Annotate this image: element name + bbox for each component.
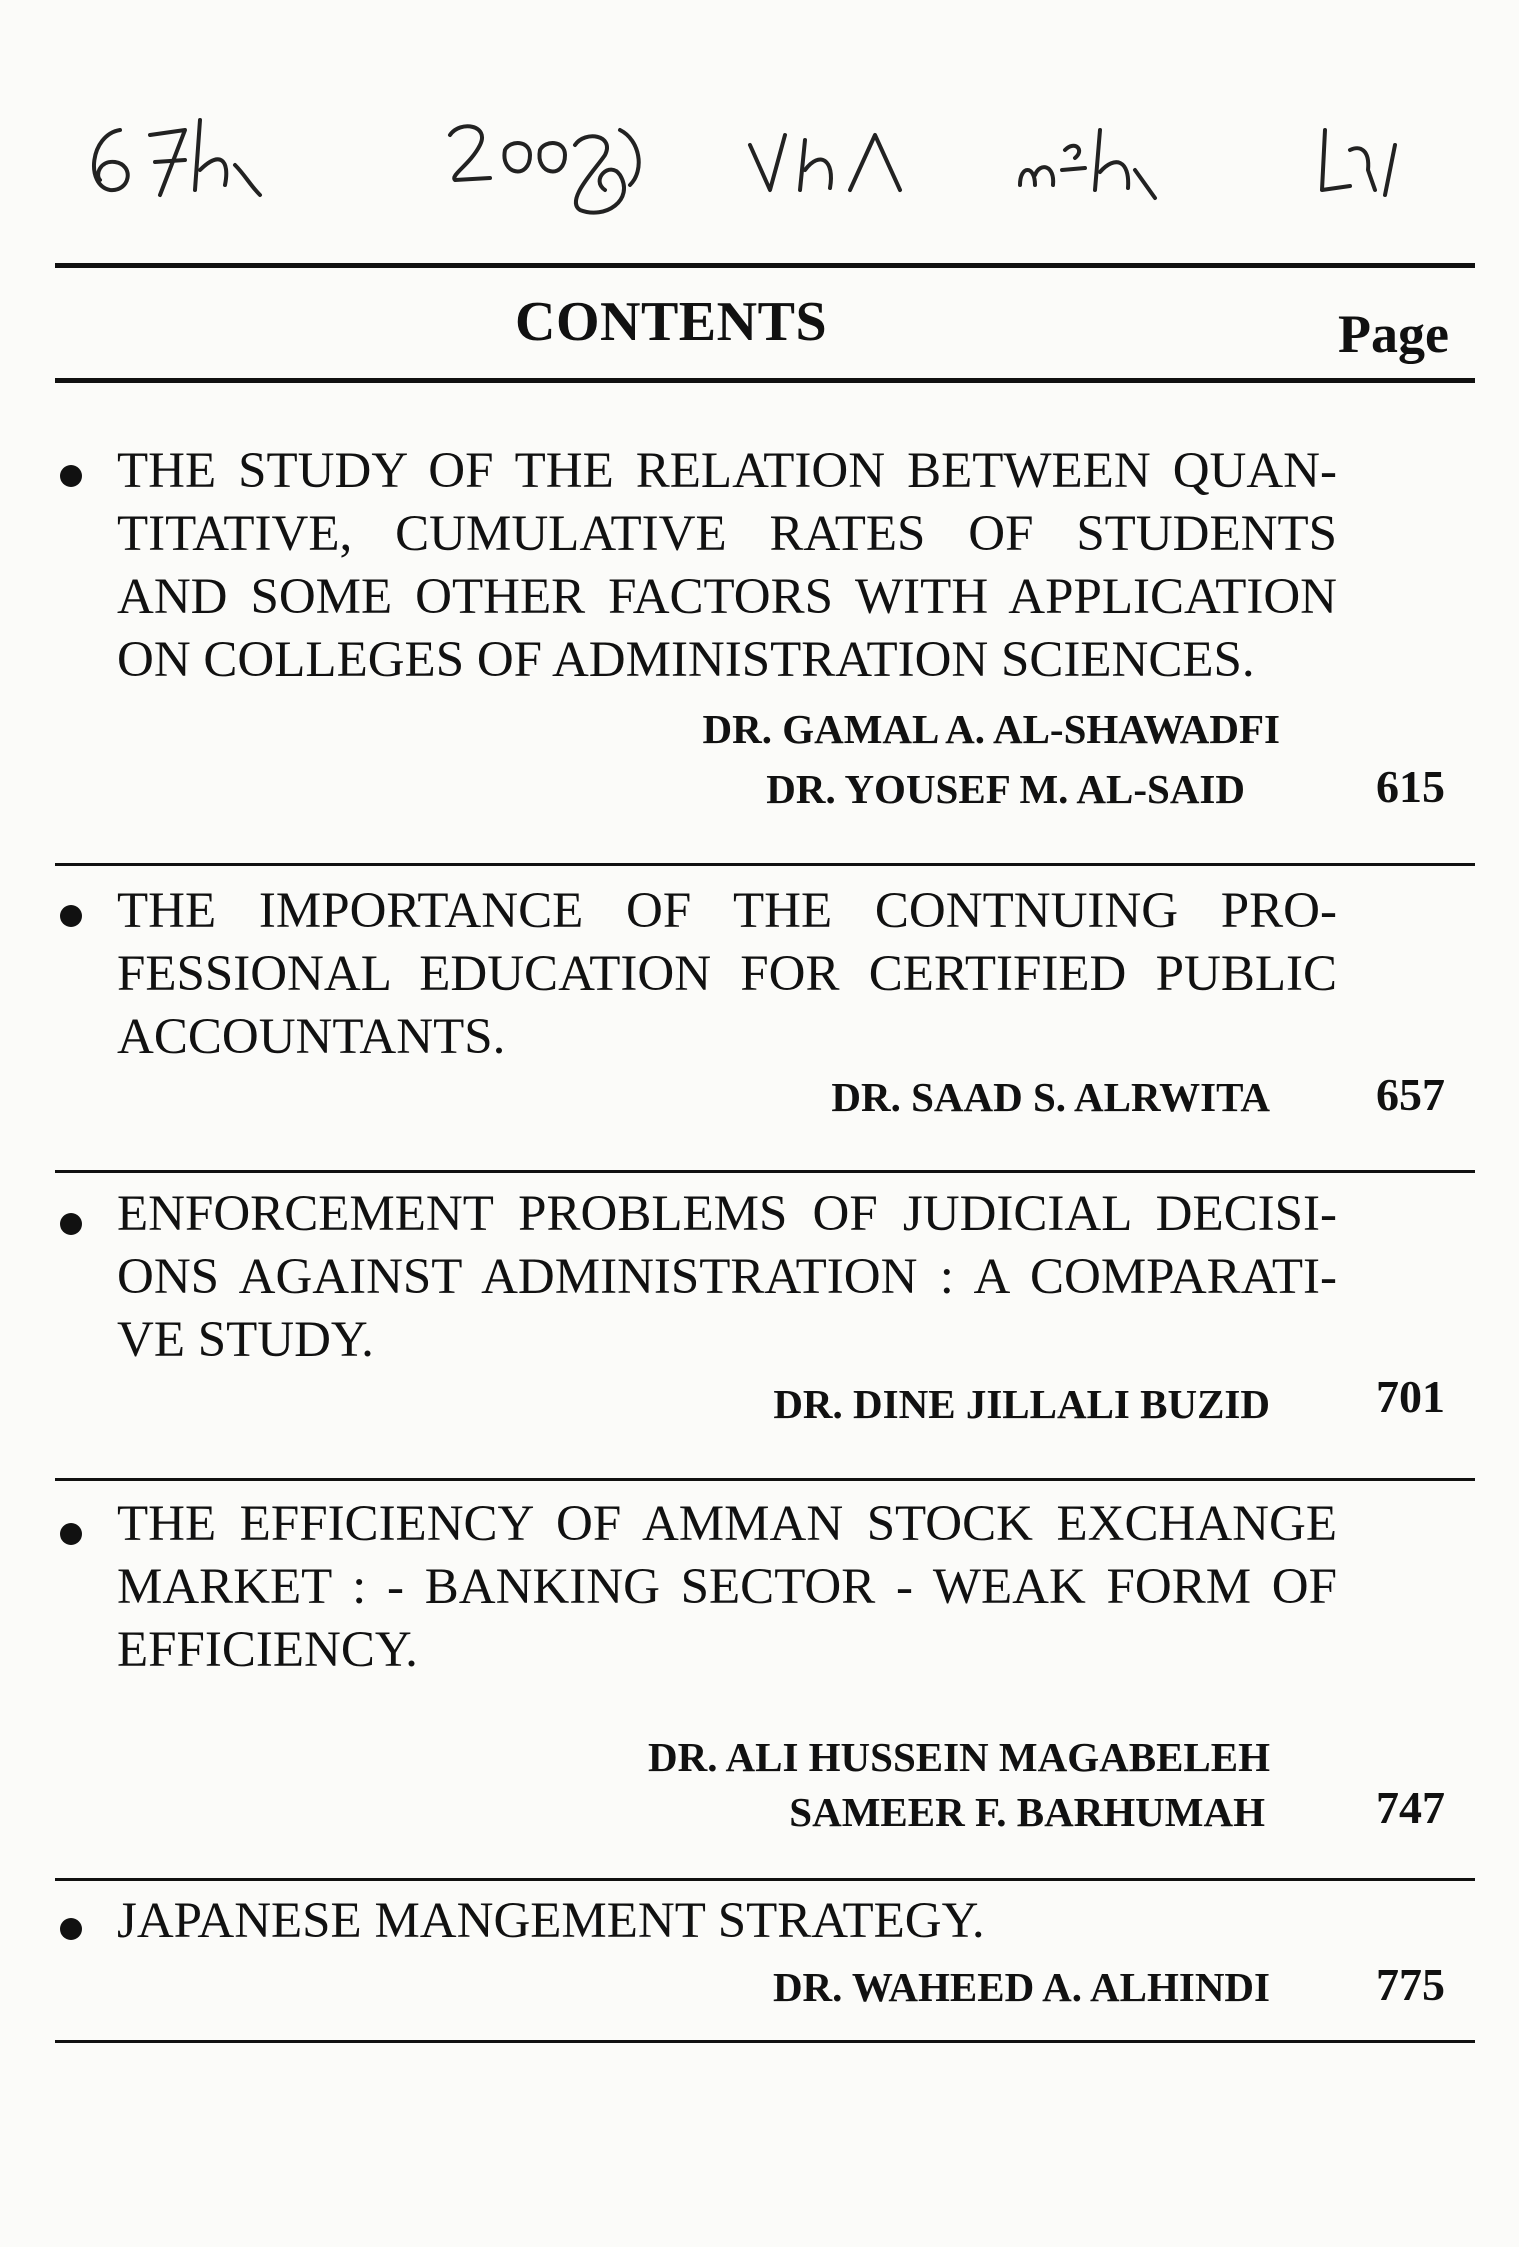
page-number: 657 (1376, 1069, 1445, 1120)
author-name: DR. YOUSEF M. AL-SAID (766, 766, 1245, 812)
header-bottom-rule (55, 378, 1475, 383)
entry-divider (55, 2040, 1475, 2043)
bullet-icon (60, 465, 82, 487)
title-line: ENFORCEMENT PROBLEMS OF JUDICIAL DECISI- (117, 1186, 1337, 1242)
title-line: FESSIONAL EDUCATION FOR CERTIFIED PUBLIC (117, 946, 1337, 1002)
page-number: 747 (1376, 1782, 1445, 1833)
article-title (117, 880, 1337, 1069)
title-line: ONS AGAINST ADMINISTRATION : A COMPARATI- (117, 1249, 1337, 1305)
page-number: 701 (1376, 1371, 1445, 1422)
page-number: 615 (1376, 761, 1445, 812)
author-name: SAMEER F. BARHUMAH (789, 1789, 1265, 1835)
entry-divider (55, 1878, 1475, 1881)
page-column-label: Page (1338, 304, 1449, 364)
title-line: TITATIVE, CUMULATIVE RATES OF STUDENTS (117, 506, 1337, 562)
author-name: DR. WAHEED A. ALHINDI (772, 1964, 1270, 2010)
page-number: 775 (1376, 1959, 1445, 2010)
article-title (117, 440, 1337, 692)
article-title (117, 1890, 1337, 1953)
title-line: AND SOME OTHER FACTORS WITH APPLICATION (117, 569, 1337, 625)
bullet-icon (60, 1523, 82, 1545)
title-line: VE STUDY. (117, 1312, 374, 1368)
title-line: THE EFFICIENCY OF AMMAN STOCK EXCHANGE (117, 1496, 1337, 1552)
bullet-icon (60, 1213, 82, 1235)
title-line: JAPANESE MANGEMENT STRATEGY. (117, 1893, 985, 1949)
header-top-rule (55, 263, 1475, 268)
contents-entry (55, 430, 1475, 860)
title-line: ACCOUNTANTS. (117, 1009, 506, 1065)
article-title (117, 1493, 1337, 1682)
article-title (117, 1183, 1337, 1372)
author-name: DR. DINE JILLALI BUZID (773, 1381, 1270, 1427)
title-line: ON COLLEGES OF ADMINISTRATION SCIENCES. (117, 632, 1255, 688)
title-line: THE IMPORTANCE OF THE CONTNUING PRO- (117, 883, 1337, 939)
entry-divider (55, 1170, 1475, 1173)
contents-entry (55, 1178, 1475, 1468)
handwritten-note (60, 90, 1460, 240)
entry-divider (55, 1478, 1475, 1481)
author-name: DR. SAAD S. ALRWITA (831, 1074, 1270, 1120)
author-name: DR. GAMAL A. AL-SHAWADFI (702, 706, 1280, 752)
entry-divider (55, 863, 1475, 866)
bullet-icon (60, 1918, 82, 1940)
title-line: MARKET : - BANKING SECTOR - WEAK FORM OF (117, 1559, 1337, 1615)
bullet-icon (60, 905, 82, 927)
contents-entry (55, 870, 1475, 1160)
title-line: EFFICIENCY. (117, 1622, 418, 1678)
author-name: DR. ALI HUSSEIN MAGABELEH (648, 1734, 1270, 1780)
title-line: THE STUDY OF THE RELATION BETWEEN QUAN- (117, 443, 1337, 499)
contents-entry (55, 1888, 1475, 2033)
contents-heading: CONTENTS (515, 291, 828, 353)
contents-entry (55, 1488, 1475, 1868)
